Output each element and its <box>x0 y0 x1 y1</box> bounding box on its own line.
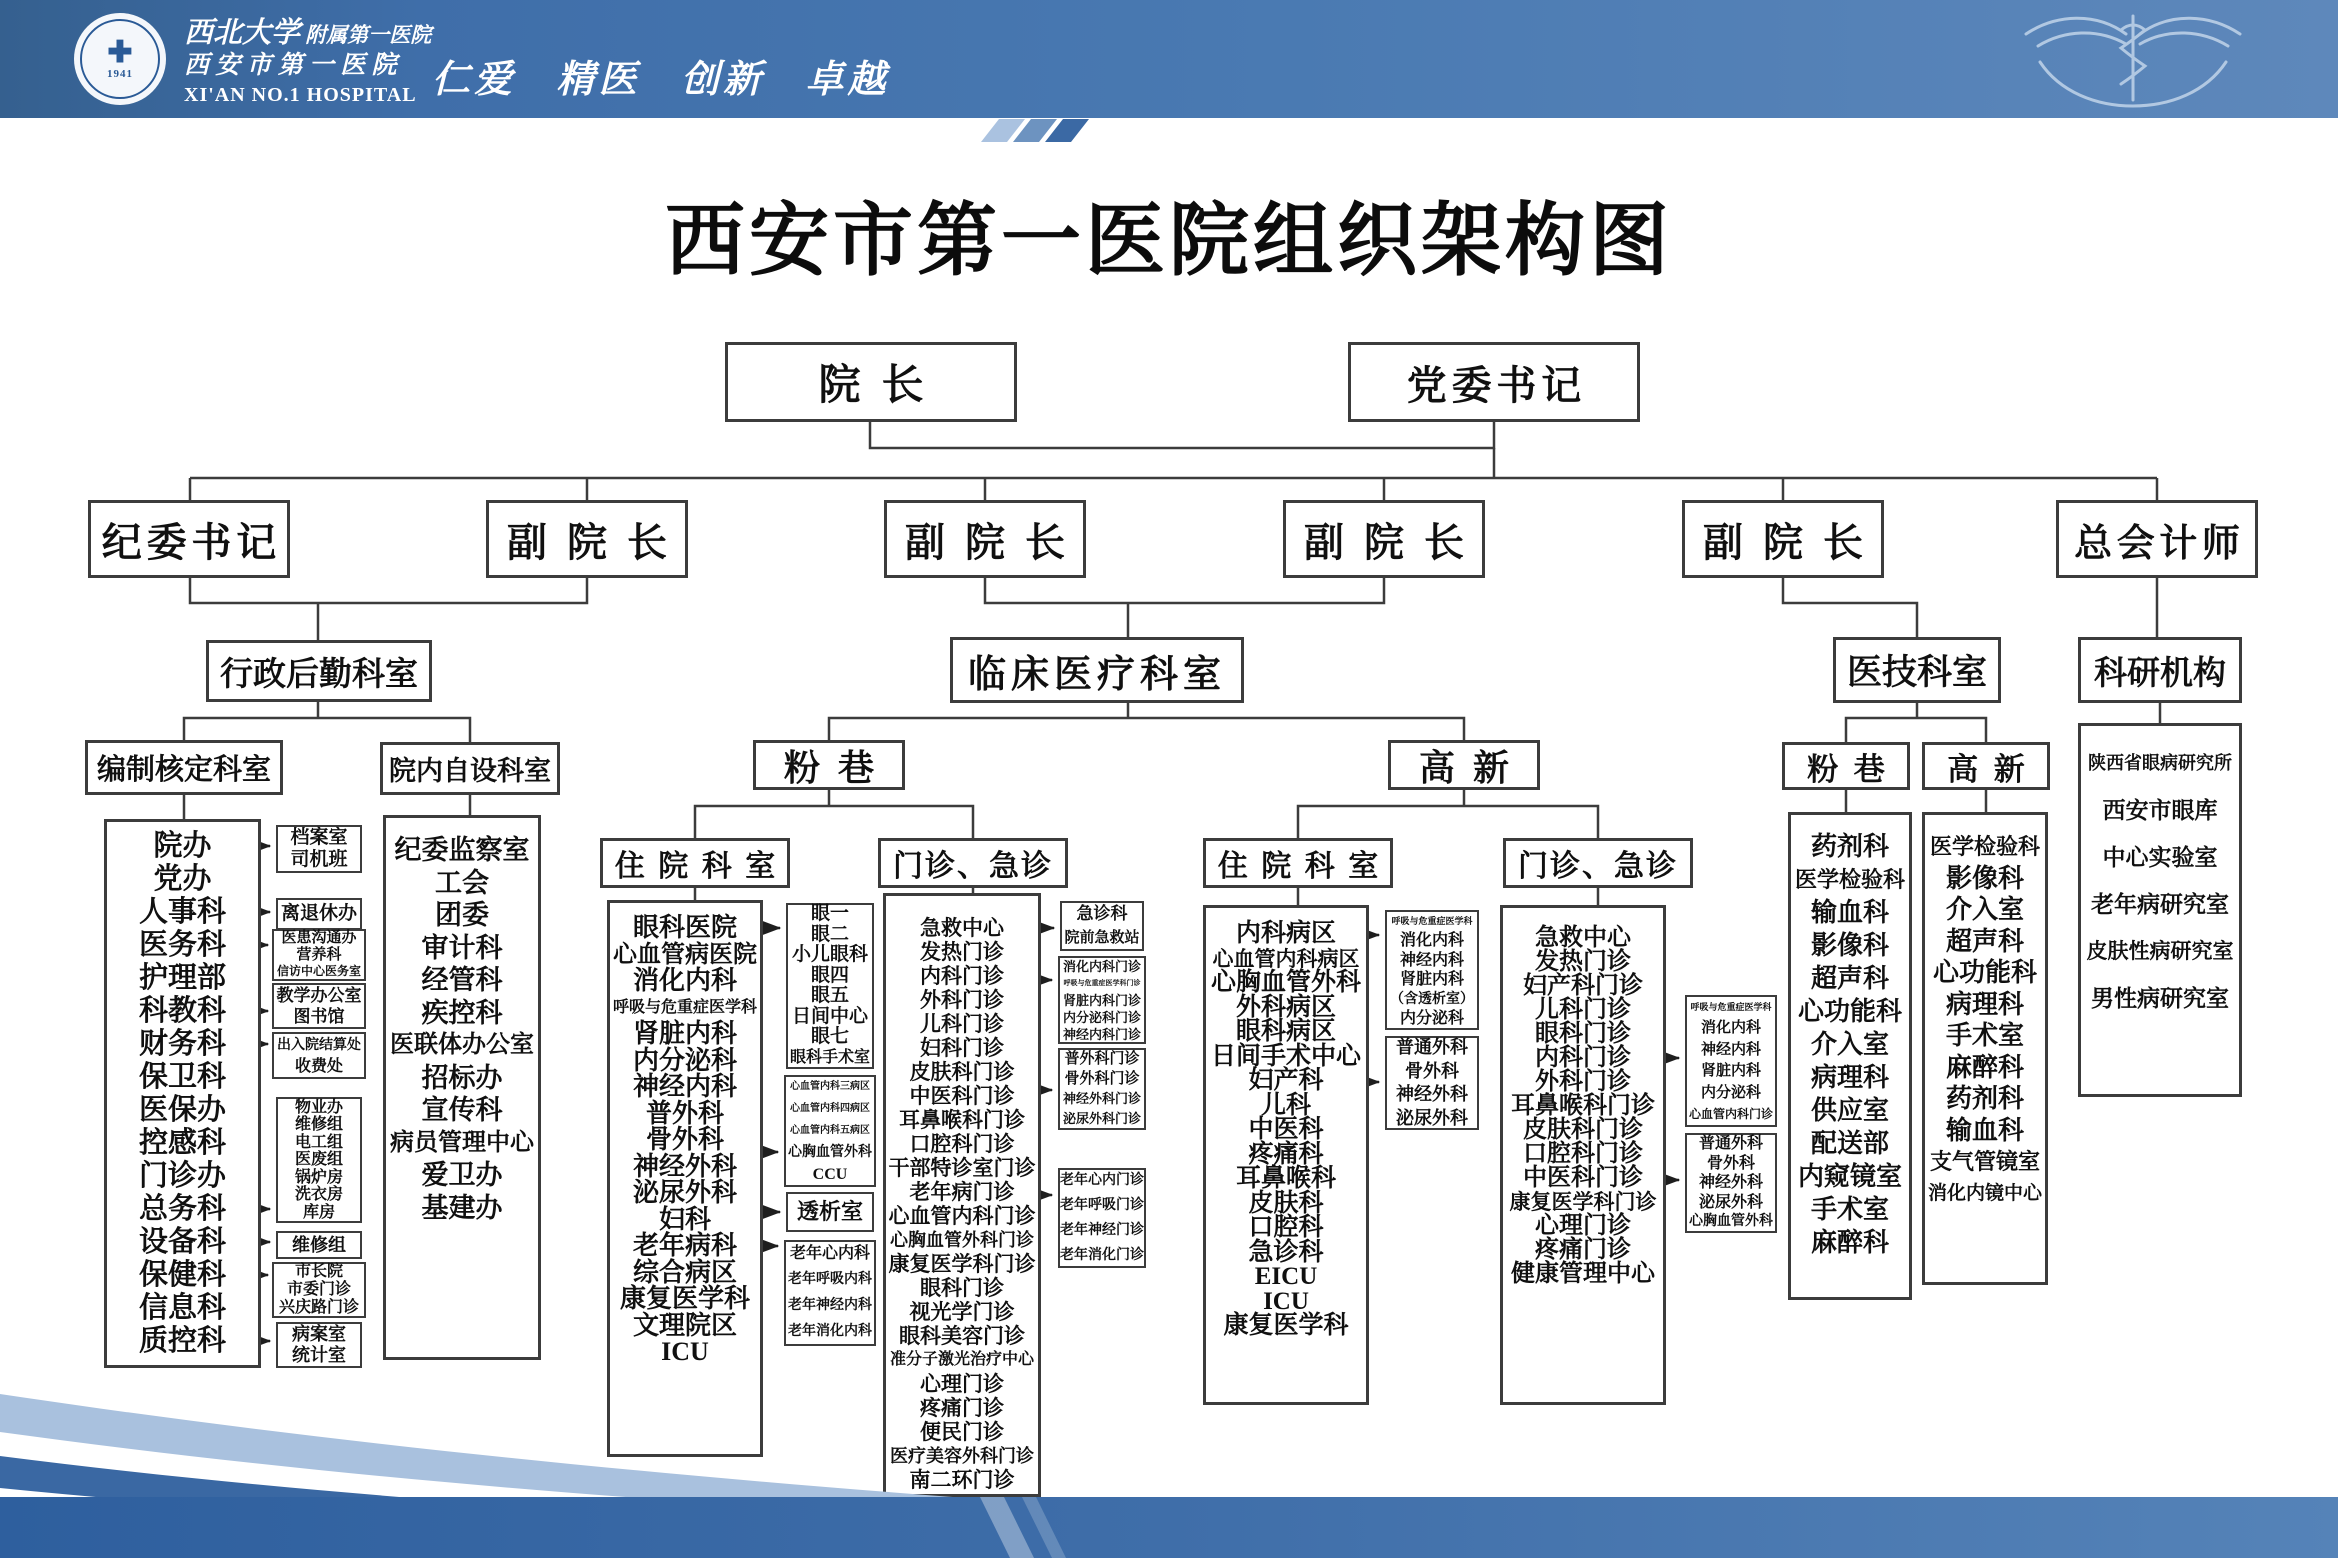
list-item: 口腔科门诊 <box>1523 1141 1643 1167</box>
list-item: 出入院结算处 <box>277 1037 361 1053</box>
list-item: 消化内镜中心 <box>1927 1182 2042 1204</box>
list-item: 耳鼻喉科门诊 <box>1511 1093 1655 1119</box>
list-item: 眼科美容门诊 <box>899 1324 1025 1348</box>
list-item: 消化内科 <box>1399 932 1464 949</box>
list-item: 超声科 <box>1945 926 2024 956</box>
list-item: 手术室 <box>1945 1021 2024 1050</box>
list-item: 疼痛门诊 <box>920 1396 1004 1420</box>
list-item: 神经内科 <box>1700 1041 1761 1058</box>
list-item: 心功能科 <box>1932 958 2037 987</box>
list-item: 审计科 <box>421 932 503 963</box>
node-discipline-secretary: 纪委书记 <box>88 500 290 578</box>
list-item: 内分泌科门诊 <box>1062 1009 1141 1025</box>
list-item: 泌尿外科 <box>1698 1193 1763 1211</box>
node-fenxiang-campus-medtech: 粉巷 <box>1782 742 1910 790</box>
sidebox-emergency-station <box>1060 901 1144 951</box>
gaoxin-outpatient-list <box>1500 905 1666 1405</box>
list-item: 配送部 <box>1810 1129 1889 1158</box>
list-item: 视光学门诊 <box>909 1300 1015 1324</box>
list-item: 呼吸与危重症医学科 <box>1690 1001 1772 1012</box>
list-item: 教学办公室 <box>276 986 362 1005</box>
sidebox-internal-clinics <box>1058 956 1146 1044</box>
node-chief-accountant: 总会计师 <box>2056 500 2258 578</box>
list-item: 神经外科门诊 <box>1062 1091 1141 1106</box>
list-item: 心血管病医院 <box>613 941 757 968</box>
list-item: 骨外科门诊 <box>1064 1071 1140 1087</box>
list-item: 肾脏内科 <box>1700 1063 1761 1079</box>
fenxiang-inpatient-list <box>607 900 763 1457</box>
list-item: 日间中心 <box>791 1005 868 1027</box>
list-item: 眼四 <box>810 964 849 986</box>
list-item: 爱卫办 <box>421 1160 503 1190</box>
list-item: 药剂科 <box>1810 832 1889 861</box>
list-item: 病案室 <box>292 1324 346 1344</box>
list-item: 神经内科 <box>632 1072 737 1101</box>
list-item: 基建办 <box>421 1192 503 1223</box>
list-item: 消化内科门诊 <box>1062 958 1141 974</box>
list-item: 心胸血管外科 <box>788 1145 872 1160</box>
list-item: 便民门诊 <box>920 1420 1004 1444</box>
list-item: 影像科 <box>1945 863 2024 893</box>
list-item: 消化内科 <box>632 966 737 995</box>
sidebox-cardio-wards <box>784 1075 876 1187</box>
list-item: 内分泌科 <box>632 1045 737 1075</box>
list-item: 内科门诊 <box>920 964 1004 988</box>
list-item: 洗衣房 <box>294 1186 343 1204</box>
list-item: 康复医学科门诊 <box>888 1252 1036 1276</box>
list-item: 病员管理中心 <box>390 1129 534 1156</box>
list-item: 手术室 <box>1810 1195 1889 1224</box>
list-item: 老年心内门诊 <box>1060 1173 1144 1188</box>
list-item: EICU <box>1254 1263 1318 1290</box>
list-item: 输血科 <box>1945 1115 2024 1145</box>
list-item: 心理门诊 <box>1535 1213 1631 1239</box>
sidebox-dialysis-room <box>786 1192 874 1232</box>
self-setup-depts-list <box>383 815 541 1360</box>
list-item: 皮肤科门诊 <box>909 1060 1015 1084</box>
sidebox-eye-wards <box>786 903 874 1069</box>
fenxiang-medtech-list <box>1788 812 1912 1300</box>
list-item: 病理科 <box>1810 1063 1889 1092</box>
list-item: 医联体办公室 <box>390 1032 534 1058</box>
list-item: 疼痛科 <box>1248 1140 1324 1168</box>
list-item: 准分子激光治疗中心 <box>889 1351 1034 1368</box>
list-item: 急救中心 <box>920 916 1004 940</box>
list-item: 护理部 <box>138 961 226 994</box>
node-party-secretary: 党委书记 <box>1348 342 1640 422</box>
list-item: 老年消化门诊 <box>1060 1248 1144 1263</box>
list-item: 眼七 <box>810 1026 849 1047</box>
node-research-institutions: 科研机构 <box>2078 637 2242 703</box>
list-item: 普外科 <box>645 1098 724 1128</box>
list-item: 维修组 <box>294 1116 343 1134</box>
sidebox-records-statistics <box>276 1322 362 1368</box>
node-gaoxin-campus-medtech: 高新 <box>1922 742 2050 790</box>
node-admin-logistics: 行政后勤科室 <box>206 640 432 702</box>
list-item: 维修组 <box>292 1235 346 1255</box>
list-item: 医学检验科 <box>1929 834 2040 859</box>
page-title: 西安市第一医院组织架构图 <box>665 196 1673 285</box>
seal-year: 1941 <box>107 68 133 80</box>
list-item: 质控科 <box>138 1324 226 1357</box>
list-item: 药剂科 <box>1945 1084 2024 1113</box>
list-item: 超声科 <box>1810 964 1889 993</box>
list-item: 妇产科门诊 <box>1523 973 1643 999</box>
list-item: 院前急救站 <box>1064 930 1140 946</box>
list-item: 内科门诊 <box>1535 1045 1631 1071</box>
list-item: 内科病区 <box>1235 920 1336 947</box>
list-item: 介入室 <box>1945 895 2024 924</box>
list-item: 团委 <box>435 900 489 930</box>
list-item: 骨外科 <box>645 1125 724 1154</box>
medical-cross-icon: ✚ <box>107 36 133 69</box>
list-item: 中医科门诊 <box>1523 1165 1643 1191</box>
list-item: 经管科 <box>421 965 503 995</box>
node-vice-president-2: 副院长 <box>884 500 1086 578</box>
sidebox-geriatric-clinics <box>1058 1168 1146 1268</box>
list-item: 西安市眼库 <box>2102 798 2218 823</box>
node-gaoxin-outpatient-emergency: 门诊、急诊 <box>1503 838 1693 888</box>
list-item: 肾脏内科门诊 <box>1062 992 1141 1008</box>
list-item: 中心实验室 <box>2102 845 2218 870</box>
list-item: 医学检验科 <box>1794 867 1905 892</box>
list-item: 心血管内科三病区 <box>790 1081 870 1092</box>
sidebox-property-maintenance <box>276 1097 362 1223</box>
node-fenxiang-inpatient: 住院科室 <box>600 838 790 888</box>
list-item: 疾控科 <box>421 997 503 1028</box>
node-fenxiang-outpatient-emergency: 门诊、急诊 <box>878 838 1068 888</box>
list-item: 神经内科 <box>1399 951 1464 969</box>
list-item: 心血管内科四病区 <box>790 1103 870 1114</box>
list-item: 急救中心 <box>1535 925 1631 951</box>
sidebox-mediation-nutrition <box>272 929 366 981</box>
list-item: 纪委监察室 <box>394 835 530 865</box>
list-item: 老年病科 <box>632 1231 737 1260</box>
list-item: ICU <box>1263 1287 1309 1315</box>
list-item: 控感科 <box>138 1126 226 1159</box>
list-item: 妇科门诊 <box>920 1036 1004 1060</box>
list-item: 心血管内科五病区 <box>790 1125 870 1136</box>
node-medtech-departments: 医技科室 <box>1833 637 2001 703</box>
list-item: 内分泌科 <box>1399 1010 1464 1027</box>
list-item: 司机班 <box>290 849 348 870</box>
list-item: 招标办 <box>421 1062 503 1093</box>
list-item: 口腔科 <box>1248 1214 1324 1241</box>
list-item: 信访中心医务室 <box>276 964 361 979</box>
list-item: 医保办 <box>138 1093 226 1126</box>
list-item: 康复医学科 <box>1223 1312 1349 1339</box>
list-item: 医务科 <box>138 928 226 961</box>
list-item: 图书馆 <box>293 1007 345 1026</box>
list-item: 眼科门诊 <box>920 1276 1004 1300</box>
list-item: 中医科 <box>1248 1116 1324 1143</box>
affiliation-small: 附属第一医院 <box>300 23 432 47</box>
list-item: 市委门诊 <box>286 1281 351 1298</box>
node-vice-president-1: 副院长 <box>486 500 688 578</box>
list-item: 心血管内科门诊 <box>1688 1107 1773 1121</box>
list-item: 泌尿外科 <box>1396 1107 1468 1128</box>
list-item: 电工组 <box>294 1133 343 1151</box>
list-item: 男性病研究室 <box>2091 986 2229 1011</box>
sidebox-billing-cashier <box>272 1032 366 1079</box>
list-item: 心胸血管外科 <box>1210 969 1361 996</box>
list-item: 外科门诊 <box>920 988 1004 1012</box>
list-item: 呼吸与危重症医学科 <box>612 998 757 1016</box>
list-item: 肾脏内科 <box>632 1019 737 1048</box>
list-item: 市长院 <box>294 1263 343 1280</box>
list-item: 眼五 <box>810 985 849 1006</box>
list-item: 干部特诊室门诊 <box>888 1156 1036 1180</box>
list-item: 儿科 <box>1260 1091 1311 1119</box>
list-item: 心胸血管外科门诊 <box>890 1230 1034 1250</box>
list-item: 急诊科 <box>1076 904 1128 923</box>
list-item: 病理科 <box>1945 989 2024 1019</box>
list-item: 物业办 <box>294 1098 343 1116</box>
list-item: 保健科 <box>138 1258 226 1291</box>
list-item: 肾脏内科 <box>1399 971 1464 988</box>
list-item: 文理院区 <box>632 1310 737 1340</box>
list-item: 皮肤科门诊 <box>1523 1117 1643 1143</box>
list-item: 心胸血管外科 <box>1689 1214 1773 1230</box>
sidebox-surgical-clinics <box>1058 1048 1146 1130</box>
list-item: 麻醉科 <box>1945 1052 2024 1082</box>
list-item: 妇产科 <box>1248 1067 1324 1094</box>
sidebox-equipment-repair <box>276 1231 362 1259</box>
node-gaoxin-inpatient: 住院科室 <box>1203 838 1393 888</box>
list-item: 医废组 <box>294 1151 343 1169</box>
list-item: 骨外科 <box>1706 1154 1755 1172</box>
list-item: 收费处 <box>294 1057 343 1075</box>
hospital-name-cn: 西 安 市 第 一 医 院 <box>184 52 397 79</box>
sidebox-city-clinics <box>272 1262 366 1318</box>
list-item: 小儿眼科 <box>791 944 868 965</box>
list-item: 老年消化内科 <box>788 1324 872 1339</box>
list-item: 医疗美容外科门诊 <box>890 1446 1034 1466</box>
sidebox-gx-internal-clinics <box>1685 995 1777 1127</box>
list-item: 支气管镜室 <box>1929 1149 2040 1174</box>
list-item: 锅炉房 <box>294 1168 343 1186</box>
list-item: 呼吸与危重症医学科 <box>1391 915 1473 926</box>
list-item: 儿科门诊 <box>1535 997 1631 1023</box>
node-self-setup-depts: 院内自设科室 <box>380 742 560 795</box>
list-item: 心功能科 <box>1797 997 1902 1026</box>
list-item: 皮肤性病研究室 <box>2086 939 2234 963</box>
hospital-name-en: XI'AN NO.1 HOSPITAL <box>184 84 417 106</box>
list-item: 健康管理中心 <box>1511 1261 1655 1287</box>
list-item: 医患沟通办 <box>281 930 357 947</box>
list-item: 泌尿外科门诊 <box>1062 1111 1141 1126</box>
list-item: 神经外科 <box>1698 1174 1763 1192</box>
list-item: 影像科 <box>1810 931 1889 960</box>
list-item: 普外科门诊 <box>1064 1051 1140 1067</box>
list-item: 儿科门诊 <box>920 1012 1004 1036</box>
list-item: 档案室 <box>290 827 348 848</box>
list-item: 口腔科门诊 <box>909 1132 1015 1156</box>
list-item: 普通外科 <box>1698 1135 1763 1153</box>
node-fenxiang-campus-clinical: 粉巷 <box>753 740 905 790</box>
list-item: 呼吸与危重症医学科门诊 <box>1063 978 1141 987</box>
sidebox-gx-surgical-clinics <box>1685 1133 1777 1233</box>
list-item: 骨外科 <box>1405 1060 1459 1081</box>
list-item: 透析室 <box>796 1199 863 1224</box>
list-item: 老年病门诊 <box>909 1180 1015 1204</box>
list-item: 营养科 <box>296 946 342 963</box>
footer-swoosh <box>0 1380 2338 1558</box>
list-item: CCU <box>812 1166 848 1183</box>
list-item: 党办 <box>153 862 212 895</box>
list-item: 老年呼吸门诊 <box>1060 1198 1144 1213</box>
list-item: 眼科门诊 <box>1535 1021 1631 1047</box>
list-item: 门诊办 <box>138 1159 226 1192</box>
list-item: 介入室 <box>1810 1030 1889 1059</box>
list-item: 老年神经内科 <box>788 1298 872 1313</box>
list-item: 科教科 <box>138 994 226 1027</box>
list-item: 外科病区 <box>1235 993 1336 1021</box>
node-gaoxin-campus-clinical: 高新 <box>1388 740 1540 790</box>
list-item: 普通外科 <box>1396 1037 1468 1057</box>
list-item: 内分泌科 <box>1700 1084 1761 1101</box>
list-item: （含透析室） <box>1390 991 1474 1007</box>
list-item: 急诊科 <box>1248 1238 1324 1266</box>
list-item: 信息科 <box>138 1291 226 1324</box>
list-item: ICU <box>661 1337 709 1366</box>
list-item: 心理门诊 <box>920 1372 1004 1396</box>
list-item: 输血科 <box>1810 898 1889 927</box>
list-item: 供应室 <box>1810 1096 1889 1125</box>
sidebox-teaching-library <box>272 983 366 1029</box>
affiliation-big: 西北大学 <box>184 17 301 49</box>
authorized-depts-list <box>104 819 261 1368</box>
gaoxin-medtech-list <box>1922 812 2048 1285</box>
list-item: 日间手术中心 <box>1210 1042 1361 1070</box>
list-item: 人事科 <box>138 895 226 928</box>
list-item: 老年呼吸内科 <box>788 1272 872 1287</box>
list-item: 宣传科 <box>421 1095 503 1125</box>
list-item: 神经外科 <box>1396 1084 1468 1104</box>
list-item: 兴庆路门诊 <box>278 1299 359 1316</box>
sidebox-gx-internal-wards <box>1385 910 1479 1030</box>
list-item: 总务科 <box>138 1192 226 1225</box>
hospital-slogan: 仁爱 精医 创新 卓越 <box>432 59 890 101</box>
list-item: 离退休办 <box>280 903 357 924</box>
sidebox-retirement-office <box>276 898 362 930</box>
list-item: 老年病研究室 <box>2091 892 2229 917</box>
gaoxin-inpatient-list <box>1203 905 1369 1405</box>
list-item: 神经外科 <box>632 1151 737 1181</box>
node-president: 院长 <box>725 342 1017 422</box>
list-item: 神经内科门诊 <box>1062 1026 1141 1042</box>
list-item: 陕西省眼病研究所 <box>2088 753 2232 773</box>
list-item: 眼科病区 <box>1235 1018 1336 1045</box>
list-item: 库房 <box>302 1203 335 1221</box>
list-item: 妇科 <box>658 1204 711 1234</box>
list-item: 康复医学科 <box>619 1284 750 1313</box>
list-item: 康复医学科门诊 <box>1509 1190 1657 1214</box>
list-item: 发热门诊 <box>920 940 1004 964</box>
list-item: 耳鼻喉科门诊 <box>899 1108 1025 1132</box>
list-item: 麻醉科 <box>1810 1228 1889 1257</box>
node-vice-president-3: 副院长 <box>1283 500 1485 578</box>
research-institutions-list <box>2078 723 2242 1097</box>
list-item: 疼痛门诊 <box>1535 1237 1631 1263</box>
list-item: 消化内科 <box>1700 1020 1761 1036</box>
list-item: 院办 <box>153 829 212 862</box>
list-item: 设备科 <box>138 1225 226 1258</box>
sidebox-gx-surgical-wards <box>1385 1036 1479 1130</box>
list-item: 发热门诊 <box>1535 949 1631 975</box>
sidebox-archives-drivers <box>276 825 362 873</box>
list-item: 眼科手术室 <box>789 1048 870 1066</box>
node-vice-president-4: 副院长 <box>1682 500 1884 578</box>
list-item: 老年神经门诊 <box>1060 1223 1144 1238</box>
list-item: 眼二 <box>810 923 849 945</box>
list-item: 财务科 <box>138 1027 226 1060</box>
list-item: 外科门诊 <box>1535 1069 1631 1095</box>
list-item: 中医科门诊 <box>909 1084 1015 1108</box>
list-item: 心血管内科门诊 <box>888 1204 1036 1228</box>
list-item: 综合病区 <box>632 1257 737 1287</box>
list-item: 皮肤科 <box>1248 1189 1324 1217</box>
list-item: 心血管内科病区 <box>1212 946 1360 971</box>
list-item: 内窥镜室 <box>1797 1162 1902 1191</box>
list-item: 统计室 <box>292 1345 346 1365</box>
list-item: 眼科医院 <box>632 913 737 942</box>
list-item: 耳鼻喉科 <box>1235 1165 1336 1192</box>
list-item: 眼一 <box>810 903 849 924</box>
list-item: 泌尿外科 <box>632 1178 737 1207</box>
node-clinical-departments: 临床医疗科室 <box>950 637 1244 703</box>
list-item: 老年心内科 <box>789 1245 870 1262</box>
list-item: 南二环门诊 <box>909 1468 1015 1492</box>
node-authorized-depts: 编制核定科室 <box>85 740 283 795</box>
sidebox-geriatric-wards <box>784 1240 876 1346</box>
list-item: 工会 <box>435 867 489 898</box>
list-item: 保卫科 <box>138 1060 226 1093</box>
